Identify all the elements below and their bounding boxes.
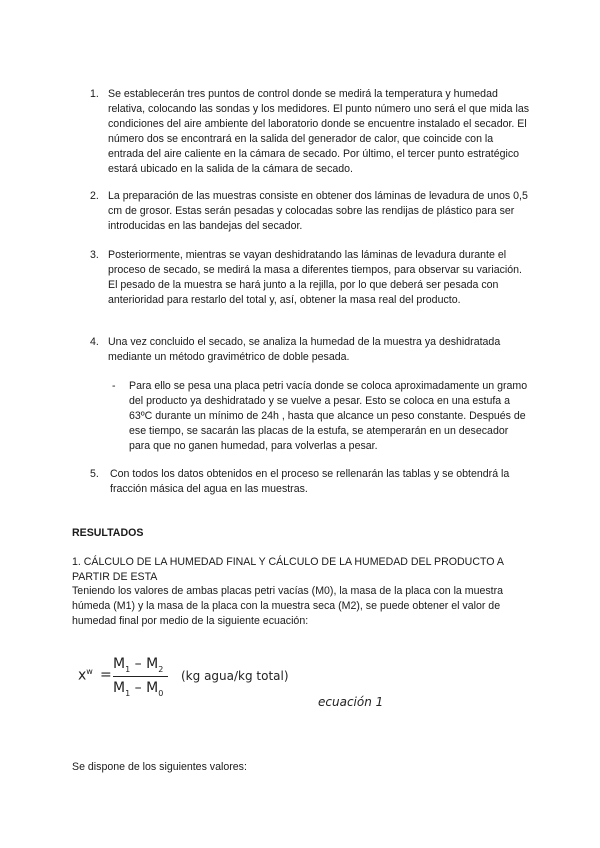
list-text: Con todos los datos obtenidos en el proceso se rellenarán las tablas y se obtendrá la fracción másica del agua en las muestras. — [110, 468, 510, 495]
list-number: 4. — [90, 336, 99, 348]
list-item-4 — [90, 335, 530, 365]
results-heading: RESULTADOS — [72, 527, 144, 539]
list-item-5 — [90, 467, 530, 497]
equation-denominator: $M_1 - M_0$ — [113, 680, 164, 698]
list-text: La preparación de las muestras consiste en obtener dos láminas de levadura de unos 0,5 cm de grosor. Estas serán pesadas y colocadas sobre las rendijas de plástico para ser introducidas en las bandejas del secador. — [108, 190, 528, 232]
fraction-bar — [113, 676, 168, 677]
sub-list-item — [112, 379, 530, 454]
list-text: Posteriormente, mientras se vayan deshidratando las láminas de levadura durante el proceso de secado, se medirá la masa a diferentes tiempos, para observar su variación. El pesado de la muestra se hará junto a la rejilla, por lo que deberá ser pesada con anterioridad para restarlo del total y, así, obtener la masa real del producto. — [108, 249, 522, 306]
sub-list-text: Para ello se pesa una placa petri vacía donde se coloca aproximadamente un gramo del producto ya deshidratado y se vuelve a pesar. Esto se coloca en una estufa a 63ºC durante un mínimo de 24h , hasta que alcance un peso constante. Después de ese tiempo, se sacarán las placas de la estufa, se atemperarán en un desecador para que no ganen humedad, para volverlas a pesar. — [129, 380, 528, 452]
list-item-2 — [90, 189, 530, 234]
list-number: 5. — [90, 468, 99, 480]
list-number: 3. — [90, 249, 99, 261]
list-item-1 — [90, 87, 530, 177]
section-paragraph: Teniendo los valores de ambas placas petri vacías (M0), la masa de la placa con la muestra húmeda (M1) y la masa de la placa con la muestra seca (M2), se puede obtener el valor de humedad final por medio de la siguiente ecuación: — [72, 585, 504, 627]
equation-label: ecuación 1 — [318, 695, 384, 709]
list-text: Se establecerán tres puntos de control donde se medirá la temperatura y humedad relativa, colocando las sondas y los medidores. El punto número uno será el que mida las condiciones del aire ambiente del laboratorio donde se encuentre instalado el secador. El número dos se encontrará en la salida del generador de calor, que coincide con la entrada del aire caliente en la cámara de secado. Por último, el tercer punto estratégico estará ubicado en la salida de la cámara de secado. — [108, 88, 530, 175]
section-title: 1. CÁLCULO DE LA HUMEDAD FINAL Y CÁLCULO DE LA HUMEDAD DEL PRODUCTO A PARTIR DE ESTA — [72, 556, 504, 583]
list-text: Una vez concluido el secado, se analiza la humedad de la muestra ya deshidratada mediante un método gravimétrico de doble pesada. — [108, 336, 501, 363]
list-number: 1. — [90, 88, 99, 100]
list-number: 2. — [90, 190, 99, 202]
equation-numerator: $M_1 - M_2$ — [113, 656, 164, 674]
bullet-dash: - — [112, 380, 116, 392]
equals-sign: = — [100, 667, 112, 683]
equation-units: (kg agua/kg total) — [181, 669, 289, 683]
equation-lhs: $x^w$ — [78, 667, 93, 684]
list-item-3 — [90, 248, 530, 308]
closing-paragraph: Se dispone de los siguientes valores: — [72, 761, 247, 773]
